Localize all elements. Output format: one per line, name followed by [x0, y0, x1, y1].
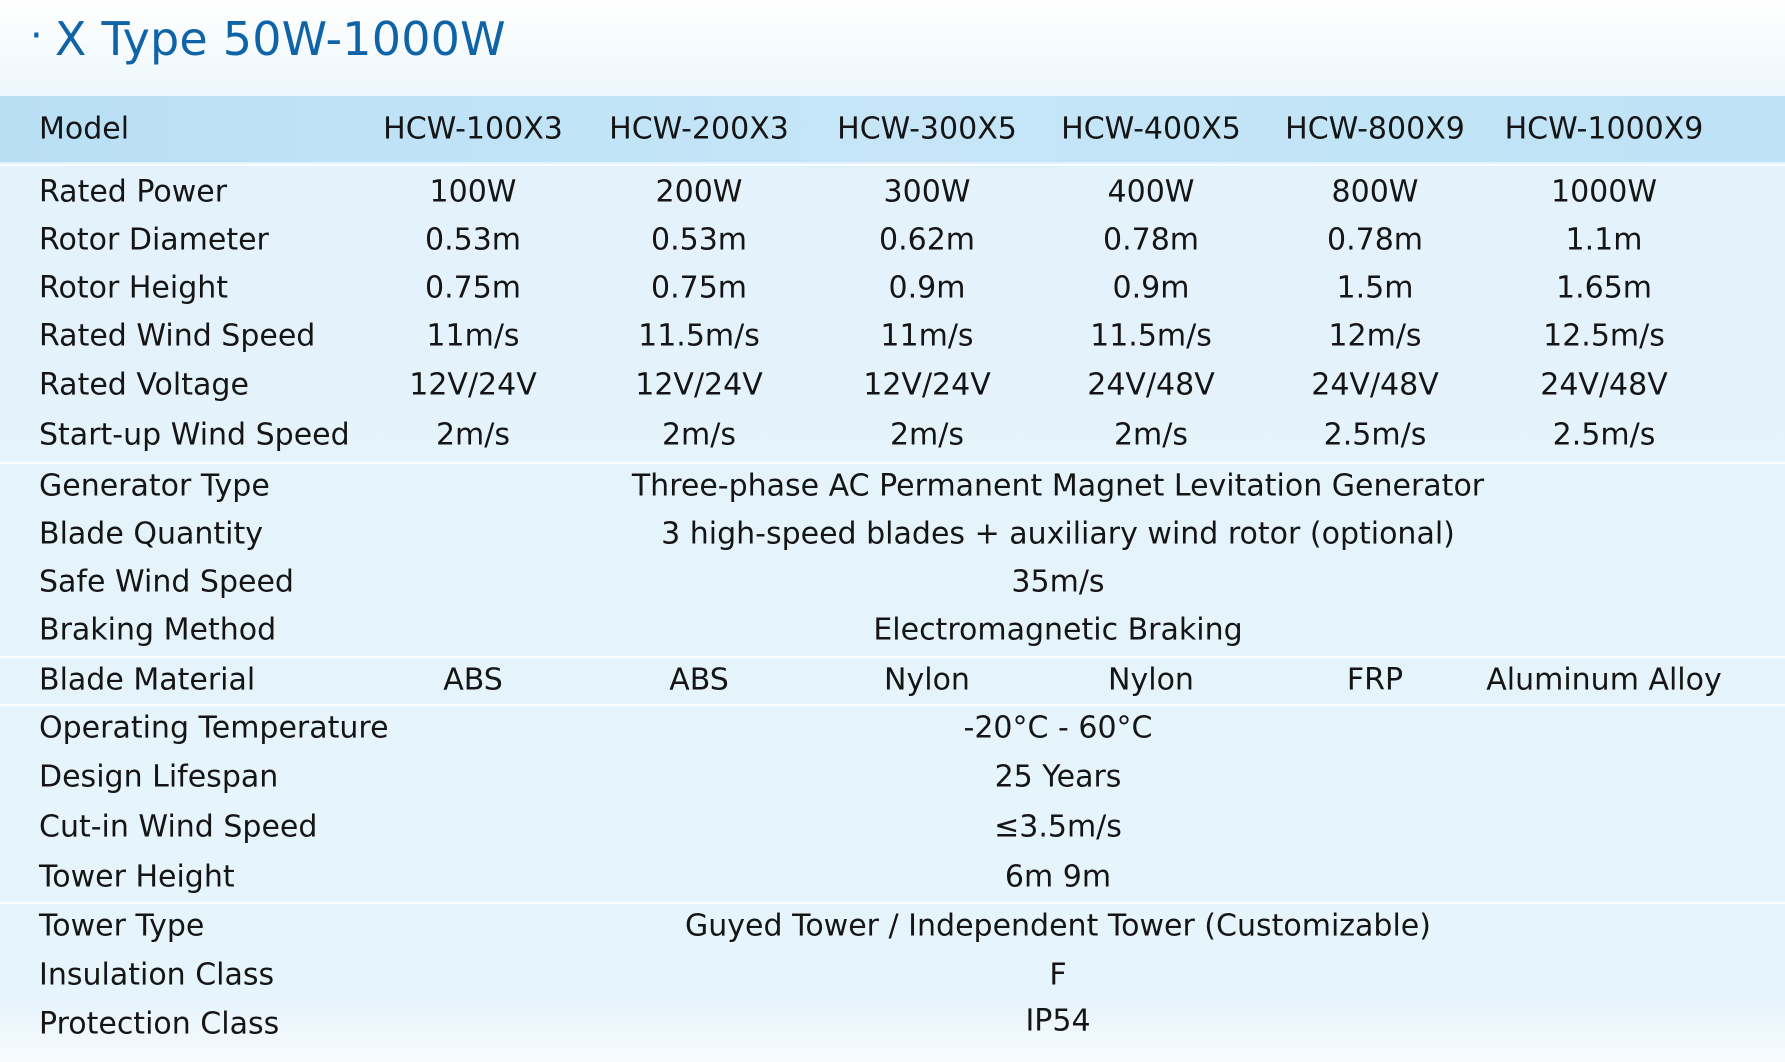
spec-row-braking-method — [0, 606, 1785, 654]
row-value: 0.75m — [650, 270, 748, 306]
row-value: 12m/s — [1328, 318, 1422, 354]
row-label: Generator Type — [39, 468, 270, 504]
row-value: FRP — [1346, 662, 1404, 698]
row-value: 12V/24V — [863, 367, 991, 403]
row-label: Operating Temperature — [39, 710, 389, 746]
row-value: 11m/s — [880, 318, 974, 354]
spec-row-tower-type — [0, 902, 1785, 950]
header-label: Model — [39, 111, 130, 147]
row-value: 24V/48V — [1087, 367, 1215, 403]
row-label: Tower Height — [39, 859, 235, 895]
row-label: Safe Wind Speed — [39, 564, 294, 600]
row-value: 800W — [1331, 174, 1419, 210]
row-label: Rotor Diameter — [39, 222, 269, 258]
row-value: IP54 — [1025, 1003, 1091, 1039]
row-value: 400W — [1107, 174, 1195, 210]
title-text: X Type 50W-1000W — [54, 12, 506, 66]
row-label: Rated Power — [39, 174, 228, 210]
row-label: Braking Method — [39, 612, 277, 648]
row-value: 2m/s — [1113, 417, 1189, 453]
spec-row-insulation-class — [0, 950, 1785, 1000]
row-value: 1.5m — [1336, 270, 1414, 306]
spec-row-blade-material — [0, 656, 1785, 704]
row-value: 200W — [655, 174, 743, 210]
row-value: 25 Years — [994, 759, 1122, 795]
header-row — [0, 96, 1785, 162]
row-value: 0.53m — [424, 222, 522, 258]
model-header: HCW-200X3 — [609, 111, 789, 147]
spec-row-rated-wind-speed — [0, 312, 1785, 360]
row-label: Rotor Height — [39, 270, 229, 306]
row-label: Start-up Wind Speed — [39, 417, 350, 453]
row-value: ABS — [443, 662, 503, 698]
model-header: HCW-800X9 — [1285, 111, 1465, 147]
spec-row-safe-wind-speed — [0, 558, 1785, 606]
divider — [0, 164, 1785, 166]
row-value: 300W — [883, 174, 971, 210]
model-header: HCW-100X3 — [383, 111, 563, 147]
row-value: Nylon — [884, 662, 970, 698]
row-value: 2m/s — [661, 417, 737, 453]
row-label: Design Lifespan — [39, 759, 279, 795]
row-value: 2m/s — [435, 417, 511, 453]
row-value: 0.9m — [1112, 270, 1190, 306]
row-value: 12.5m/s — [1543, 318, 1665, 354]
model-header: HCW-400X5 — [1061, 111, 1241, 147]
row-label: Blade Material — [39, 662, 256, 698]
row-label: Rated Voltage — [39, 367, 249, 403]
spec-row-tower-height — [0, 852, 1785, 902]
row-value: Nylon — [1108, 662, 1194, 698]
model-header: HCW-300X5 — [837, 111, 1017, 147]
row-label: Cut-in Wind Speed — [39, 809, 318, 845]
row-value: Three-phase AC Permanent Magnet Levitation Generator — [631, 468, 1485, 504]
row-value: -20°C - 60°C — [963, 710, 1153, 746]
row-value: 35m/s — [1011, 564, 1105, 600]
spec-row-cut-in-wind-speed — [0, 802, 1785, 852]
spec-row-startup-wind-speed — [0, 410, 1785, 460]
row-value: 24V/48V — [1540, 367, 1668, 403]
row-value: 11.5m/s — [638, 318, 760, 354]
row-value: 3 high-speed blades + auxiliary wind rotor (optional) — [661, 516, 1455, 552]
row-label: Insulation Class — [39, 957, 275, 993]
row-value: 0.75m — [424, 270, 522, 306]
spec-row-operating-temperature — [0, 704, 1785, 752]
row-value: 2m/s — [889, 417, 965, 453]
row-value: 0.78m — [1102, 222, 1200, 258]
row-value: ABS — [669, 662, 729, 698]
row-label: Rated Wind Speed — [39, 318, 316, 354]
spec-row-blade-quantity — [0, 510, 1785, 558]
row-value: Aluminum Alloy — [1486, 662, 1722, 698]
row-value: 2.5m/s — [1552, 417, 1656, 453]
spec-row-rotor-diameter — [0, 216, 1785, 264]
spec-row-design-lifespan — [0, 752, 1785, 802]
model-header: HCW-1000X9 — [1504, 111, 1704, 147]
row-value: 1000W — [1550, 174, 1658, 210]
spec-row-rated-power — [0, 168, 1785, 216]
row-value: 100W — [429, 174, 517, 210]
row-value: Electromagnetic Braking — [873, 612, 1243, 648]
row-value: 0.62m — [878, 222, 976, 258]
row-value: 12V/24V — [409, 367, 537, 403]
row-value: F — [1049, 957, 1067, 993]
spec-table — [0, 96, 1785, 1051]
row-value: 1.1m — [1565, 222, 1643, 258]
row-value: 24V/48V — [1311, 367, 1439, 403]
title-bullet: · — [30, 13, 43, 59]
spec-row-protection-class — [0, 1000, 1785, 1048]
row-value: 0.9m — [888, 270, 966, 306]
spec-row-rated-voltage — [0, 360, 1785, 410]
row-value: Guyed Tower / Independent Tower (Customizable) — [685, 908, 1431, 944]
spec-row-rotor-height — [0, 264, 1785, 312]
row-value: 11m/s — [426, 318, 520, 354]
row-value: 1.65m — [1555, 270, 1653, 306]
row-value: 0.78m — [1326, 222, 1424, 258]
row-label: Blade Quantity — [39, 516, 263, 552]
page-title — [30, 12, 506, 66]
row-value: 0.53m — [650, 222, 748, 258]
row-value: 6m 9m — [1004, 859, 1112, 895]
row-value: 12V/24V — [635, 367, 763, 403]
row-value: 11.5m/s — [1090, 318, 1212, 354]
row-value: ≤3.5m/s — [994, 809, 1122, 845]
row-label: Protection Class — [39, 1006, 280, 1042]
spec-row-generator-type — [0, 462, 1785, 510]
row-label: Tower Type — [39, 908, 205, 944]
row-value: 2.5m/s — [1323, 417, 1427, 453]
